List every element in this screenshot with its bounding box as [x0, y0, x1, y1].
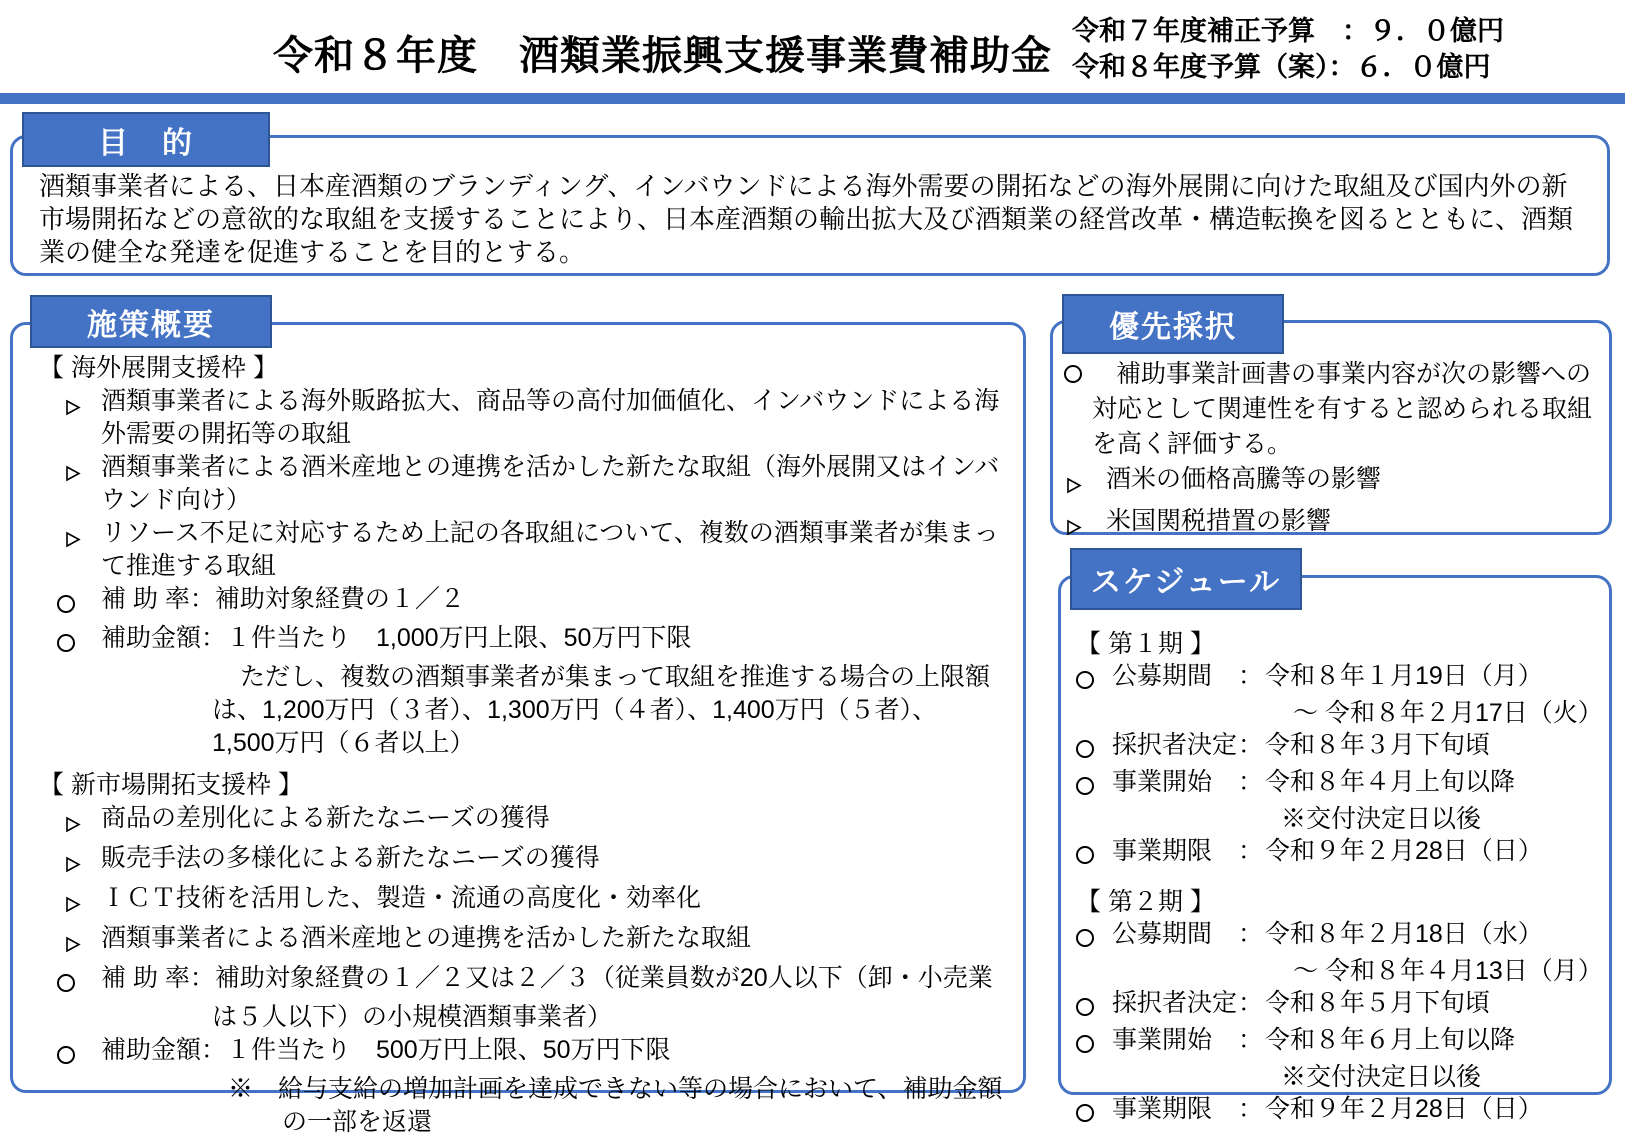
purpose-body-text: 酒類事業者による、日本産酒類のブランディング、インバウンドによる海外需要の開拓などの海外展開に向けた取組及び国内外の新市場開拓などの意欲的な取組を支援することにより、日本産酒類の輸出拡大及び酒類業の経営改革・構造転換を図るとともに、酒類業の健全な発達を促進することを目的とする。 — [39, 171, 1574, 267]
schedule-row — [1076, 918, 1604, 955]
schedule-heading-label: スケジュール — [1090, 566, 1282, 599]
row-label: 公募期間 — [1112, 662, 1213, 690]
amount-note-line: ※ 給与支給の増加計画を達成できない等の場合において、補助金額 — [228, 1075, 1003, 1103]
schedule-row — [1076, 835, 1604, 872]
row-label: 事業期限 — [1112, 837, 1213, 865]
bullet-item — [65, 802, 1005, 842]
row-value-continuation: ～ 令和８年２月17日（火） — [1293, 699, 1603, 727]
row-colon: ： — [1238, 731, 1264, 759]
schedule-row — [1076, 660, 1604, 697]
schedule-row — [1076, 729, 1604, 766]
subsidy-amount-item — [57, 1034, 1005, 1073]
circle-bullet-icon — [1076, 918, 1112, 955]
bullet-text: 商品の差別化による新たなニーズの獲得 — [101, 804, 550, 832]
bullet-item — [65, 882, 1005, 922]
priority-bullet — [1066, 504, 1604, 546]
circle-bullet-icon — [1076, 1093, 1112, 1130]
row-value: 令和８年１月19日（月） — [1265, 662, 1543, 690]
overview-heading-label: 施策概要 — [87, 308, 215, 342]
row-label: 事業期限 — [1112, 1095, 1213, 1123]
subsidy-rate-text: 補 助 率：補助対象経費の１／２ — [101, 585, 465, 613]
bullet-text: 販売手法の多様化による新たなニーズの獲得 — [101, 844, 600, 872]
priority-content — [1064, 357, 1604, 546]
frame2-title: 【 新市場開拓支援枠 】 — [39, 771, 303, 799]
top-divider-bar — [0, 93, 1625, 104]
bullet-item — [65, 451, 1005, 517]
row-colon: ： — [1238, 1026, 1264, 1054]
amount-note-line: 1,500万円（６者以上） — [212, 729, 475, 757]
bullet-item — [65, 922, 1005, 962]
schedule-row — [1076, 1093, 1604, 1130]
row-colon: ： — [1238, 989, 1264, 1017]
subsidy-rate-item — [57, 583, 1005, 622]
amount-note-line: の一部を返還 — [282, 1108, 433, 1136]
row-value: 令和８年５月下旬頃 — [1265, 989, 1491, 1017]
row-note: ※交付決定日以後 — [1281, 805, 1482, 833]
budget-line-2: 令和８年度予算（案）：６．０億円 — [1072, 52, 1491, 82]
budget-note — [1072, 13, 1504, 85]
arrow-bullet-icon — [65, 802, 101, 842]
arrow-bullet-icon — [65, 385, 101, 451]
bullet-text: 酒米の価格高騰等の影響 — [1106, 465, 1382, 493]
circle-bullet-icon — [1076, 729, 1112, 766]
bullet-item — [65, 517, 1005, 583]
bullet-text: 酒類事業者による海外販路拡大、商品等の高付加価値化、インバウンドによる海外需要の開拓等の取組 — [101, 387, 1000, 448]
row-label: 公募期間 — [1112, 920, 1213, 948]
circle-bullet-icon — [1076, 1024, 1112, 1061]
schedule-heading-badge — [1070, 548, 1302, 610]
circle-bullet-icon — [1076, 835, 1112, 872]
circle-bullet-icon — [57, 583, 101, 622]
priority-intro-text: 補助事業計画書の事業内容が次の影響への対応として関連性を有すると認められる取組を高く評価する。 — [1092, 360, 1593, 458]
bullet-item — [65, 385, 1005, 451]
circle-bullet-icon — [1076, 766, 1112, 803]
arrow-bullet-icon — [65, 517, 101, 583]
row-note: ※交付決定日以後 — [1281, 1063, 1482, 1091]
arrow-bullet-icon — [65, 882, 101, 922]
frame1-title: 【 海外展開支援枠 】 — [39, 354, 278, 382]
bullet-text: 酒類事業者による酒米産地との連携を活かした新たな取組 — [101, 924, 752, 952]
period2-title: 【 第２期 】 — [1076, 888, 1215, 916]
arrow-bullet-icon — [65, 922, 101, 962]
page-title: 令和８年度 酒類業振興支援事業費補助金 — [273, 34, 1052, 78]
row-value: 令和８年４月上旬以降 — [1265, 768, 1516, 796]
arrow-bullet-icon — [1066, 504, 1106, 546]
row-value-continuation: ～ 令和８年４月13日（月） — [1293, 957, 1603, 985]
circle-bullet-icon — [1064, 365, 1082, 383]
overview-content — [39, 352, 1005, 1139]
row-label: 採択者決定 — [1112, 731, 1238, 759]
budget-line-1: 令和７年度補正予算 ：９．０億円 — [1072, 16, 1504, 46]
subsidy-amount-item — [57, 622, 1005, 661]
bullet-text: 酒類事業者による酒米産地との連携を活かした新たな取組（海外展開又はインバウンド向け） — [101, 453, 1000, 514]
circle-bullet-icon — [1076, 987, 1112, 1024]
purpose-heading-label: 目 的 — [98, 126, 194, 160]
schedule-row — [1076, 766, 1604, 803]
row-colon: ： — [1238, 837, 1264, 865]
row-colon: ： — [1238, 920, 1264, 948]
arrow-bullet-icon — [65, 451, 101, 517]
bullet-text: ＩＣＴ技術を活用した、製造・流通の高度化・効率化 — [101, 884, 702, 912]
row-colon: ： — [1238, 1095, 1264, 1123]
overview-heading-badge — [30, 295, 272, 348]
rate-continuation-line: は５人以下）の小規模酒類事業者） — [212, 1003, 613, 1031]
row-colon: ： — [1238, 662, 1264, 690]
amount-note-line: は、1,200万円（３者）、1,300万円（４者）、1,400万円（５者）、 — [212, 696, 938, 724]
circle-bullet-icon — [1076, 660, 1112, 697]
row-label: 事業開始 — [1112, 768, 1213, 796]
arrow-bullet-icon — [65, 842, 101, 882]
circle-bullet-icon — [57, 622, 101, 661]
schedule-row — [1076, 1024, 1604, 1061]
bullet-text: 米国関税措置の影響 — [1106, 507, 1332, 535]
row-colon: ： — [1238, 768, 1264, 796]
row-label: 採択者決定 — [1112, 989, 1238, 1017]
period1-title: 【 第１期 】 — [1076, 630, 1215, 658]
subsidy-amount-text: 補助金額：１件当たり 500万円上限、50万円下限 — [101, 1036, 671, 1064]
row-value: 令和９年２月28日（日） — [1265, 837, 1543, 865]
row-value: 令和８年６月上旬以降 — [1265, 1026, 1516, 1054]
amount-note-line: ただし、複数の酒類事業者が集まって取組を推進する場合の上限額 — [240, 663, 991, 691]
circle-bullet-icon — [57, 962, 101, 1001]
purpose-heading-badge — [22, 112, 270, 167]
subsidy-rate-item — [57, 962, 1005, 1001]
priority-heading-label: 優先採択 — [1109, 311, 1237, 344]
priority-heading-badge — [1062, 294, 1284, 354]
schedule-row — [1076, 987, 1604, 1024]
bullet-item — [65, 842, 1005, 882]
priority-bullet — [1066, 462, 1604, 504]
subsidy-amount-text: 補助金額：１件当たり 1,000万円上限、50万円下限 — [101, 624, 692, 652]
bullet-text: リソース不足に対応するため上記の各取組について、複数の酒類事業者が集まって推進する取組 — [101, 519, 999, 580]
schedule-content — [1076, 628, 1604, 1130]
arrow-bullet-icon — [1066, 462, 1106, 504]
row-label: 事業開始 — [1112, 1026, 1213, 1054]
row-value: 令和９年２月28日（日） — [1265, 1095, 1543, 1123]
priority-intro-item — [1064, 357, 1604, 462]
row-value: 令和８年２月18日（水） — [1265, 920, 1543, 948]
circle-bullet-icon — [57, 1034, 101, 1073]
row-value: 令和８年３月下旬頃 — [1265, 731, 1491, 759]
subsidy-rate-text: 補 助 率：補助対象経費の１／２又は２／３（従業員数が20人以下（卸・小売業 — [101, 964, 993, 992]
